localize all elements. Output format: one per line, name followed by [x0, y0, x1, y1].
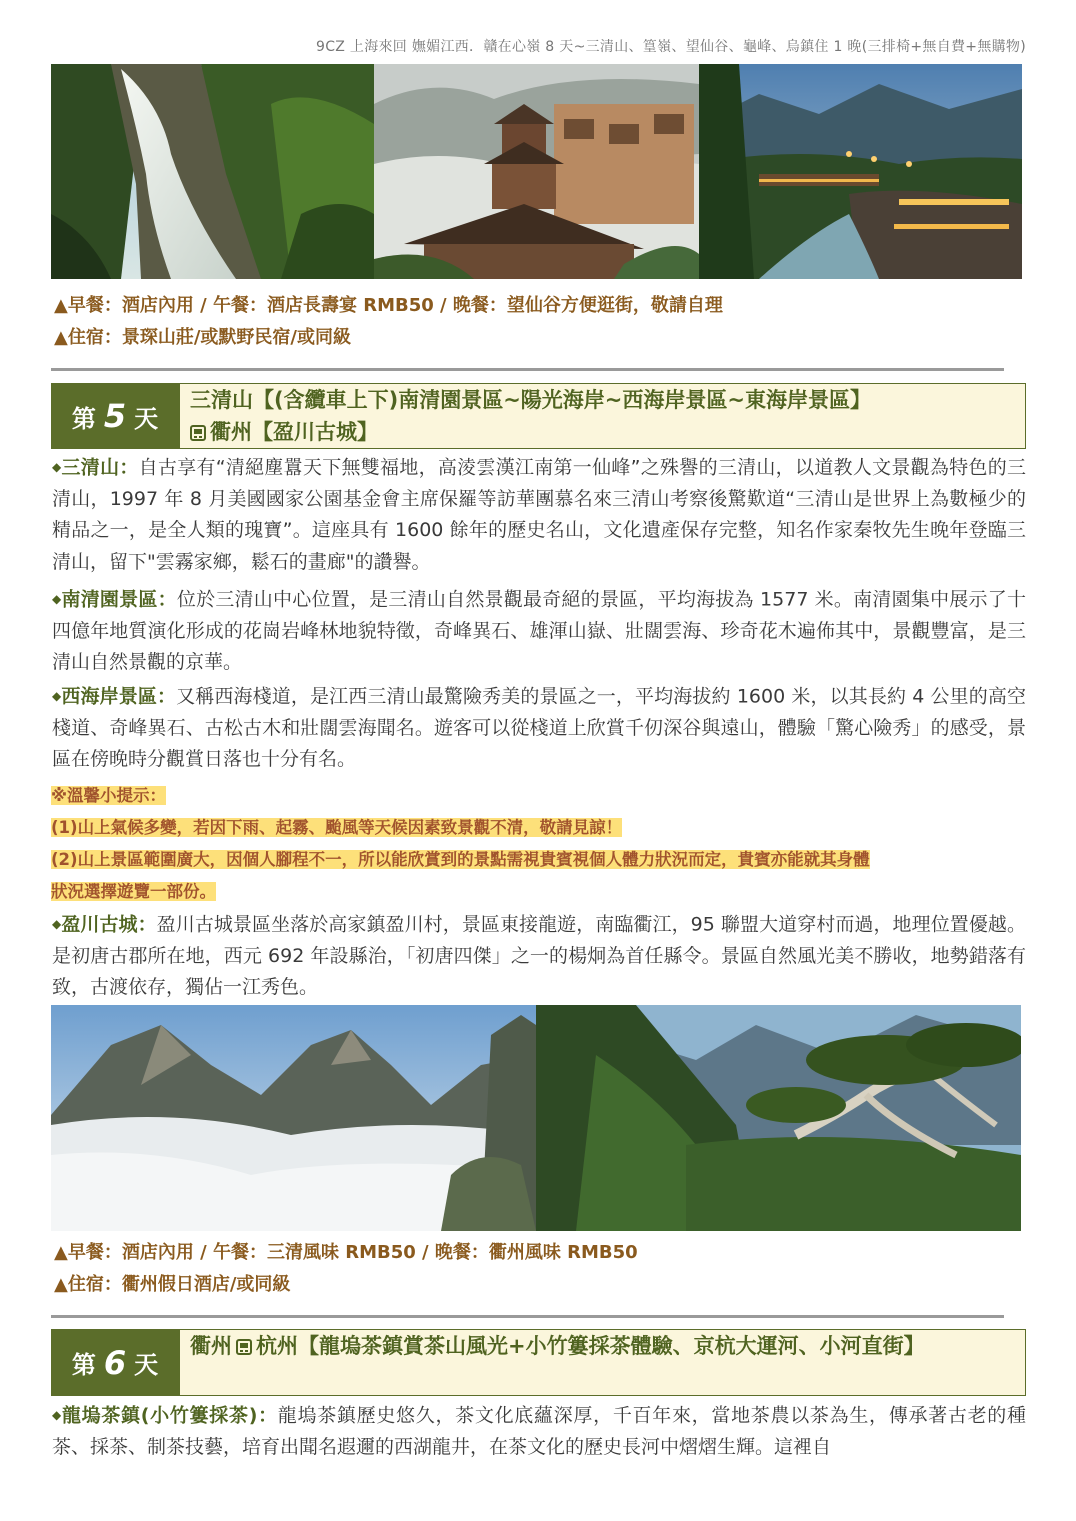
diamond-icon: ◆ [52, 689, 62, 703]
diamond-icon: ◆ [52, 917, 62, 931]
day-suffix: 天 [134, 404, 159, 433]
day-prefix: 第 [71, 404, 96, 433]
longwu-paragraph [52, 1400, 1026, 1463]
xihaian-paragraph [52, 681, 1026, 776]
day5-title [179, 383, 1026, 449]
item-lead: 盈川古城： [61, 913, 157, 936]
section-divider [51, 1315, 1004, 1318]
day5-title-line2: 衢州【盈川古城】 [210, 420, 378, 444]
item-lead: 南清園景區： [61, 588, 177, 611]
pine-tree-photo [536, 1005, 1021, 1231]
photo-row-bottom [51, 1005, 1021, 1231]
day4-meals: ▲早餐：酒店內用 / 午餐：酒店長壽宴 RMB50 / 晚餐：望仙谷方便逛街，敬請自理 [54, 295, 723, 316]
sanqingshan-paragraph [52, 452, 1026, 578]
river-town-photo [699, 64, 1022, 279]
yingchuan-paragraph [52, 909, 1026, 1004]
item-text: 盈川古城景區坐落於高家鎮盈川村，景區東接龍遊，南臨衢江，95 聯盟大道穿村而過，地理位置優越。是初唐古郡所在地，西元 692 年設縣治，「初唐四傑」之一的楊炯為首任縣令。景區自然風光美不勝收，地勢錯落有致，古渡依存，獨佔一江秀色。 [52, 913, 1026, 999]
diamond-icon: ◆ [52, 1408, 62, 1422]
nanqingyuan-paragraph [52, 584, 1026, 679]
item-text: 又稱西海棧道，是江西三清山最驚險秀美的景區之一，平均海拔約 1600 米，以其長約 4 公里的高空棧道、奇峰異石、古松古木和壯闊雲海聞名。遊客可以從棧道上欣賞千仞深谷與遠山，體驗「驚心險秀」的感受，景區在傍晚時分觀賞日落也十分有名。 [52, 685, 1026, 771]
item-text: 位於三清山中心位置，是三清山自然景觀最奇絕的景區，平均海拔為 1577 米。南清園集中展示了十四億年地質演化形成的花崗岩峰林地貌特徵，奇峰異石、雄渾山嶽、壯闊雲海、珍奇花木遍佈其中，景觀豐富，是三清山自然景觀的京華。 [52, 588, 1026, 674]
day4-hotel: ▲住宿：景琛山莊/或默野民宿/或同級 [54, 327, 351, 348]
item-text: 自古享有“清絕塵囂天下無雙福地，高淩雲漢江南第一仙峰”之殊譽的三清山，以道教人文景觀為特色的三清山，1997 年 8 月美國國家公園基金會主席保羅等訪華團慕名來三清山考察後驚歎道“三清山是世界上為數極少的精品之一，是全人類的瑰寶”。這座具有 1600 餘年的歷史名山，文化遺產保存完整，知名作家秦牧先生晚年登臨三清山，留下"雲霧家鄉，鬆石的畫廊"的讚譽。 [52, 456, 1026, 573]
diamond-icon: ◆ [52, 460, 62, 474]
bus-icon [190, 425, 206, 441]
day5-hotel: ▲住宿：衢州假日酒店/或同級 [54, 1274, 291, 1295]
day6-title-a: 衢州 [190, 1334, 232, 1358]
day5-badge [51, 383, 179, 449]
day5-header [51, 383, 1026, 449]
tips-block [51, 780, 1026, 908]
section-divider [51, 368, 1004, 371]
day6-header [51, 1329, 1026, 1396]
day6-title [179, 1329, 1026, 1396]
item-text: 龍塢茶鎮歷史悠久，茶文化底蘊深厚，千百年來，當地茶農以茶為生，傳承著古老的種茶、採茶、制茶技藝，培育出聞名遐邇的西湖龍井，在茶文化的歷史長河中熠熠生輝。這裡自 [52, 1404, 1026, 1458]
item-lead: 龍塢茶鎮(小竹簍採茶)： [61, 1404, 278, 1427]
tip-2-cont: 狀況選擇遊覽一部份。 [51, 882, 216, 901]
bus-icon [236, 1339, 252, 1355]
day6-badge [51, 1329, 179, 1396]
day-number: 5 [103, 397, 127, 435]
tip-1: (1)山上氣候多變，若因下雨、起霧、颱風等天候因素致景觀不清，敬請見諒！ [51, 818, 623, 837]
day6-title-b: 杭州【龍塢茶鎮賞茶山風光+小竹簍採茶體驗、京杭大運河、小河直街】 [256, 1334, 925, 1358]
day5-meals: ▲早餐：酒店內用 / 午餐：三清風味 RMB50 / 晚餐：衢州風味 RMB50 [54, 1242, 638, 1263]
waterfall-photo [51, 64, 374, 279]
page-header: 9CZ 上海來回 嫵媚江西．贛在心嶺 8 天~三清山、篁嶺、望仙谷、龜峰、烏鎮住 1 晚(三排椅+無自費+無購物) [315, 39, 1026, 55]
photo-row-top [51, 64, 1022, 279]
item-lead: 西海岸景區： [61, 685, 177, 708]
tip-2: (2)山上景區範圍廣大，因個人腳程不一，所以能欣賞到的景點需視貴賓視個人體力狀況而定，貴賓亦能就其身體 [51, 850, 870, 869]
day-suffix: 天 [134, 1351, 159, 1379]
diamond-icon: ◆ [52, 592, 62, 606]
misty-peaks-photo [51, 1005, 536, 1231]
item-lead: 三清山： [61, 456, 139, 479]
day5-title-line2-wrap [190, 416, 1017, 448]
village-photo [374, 64, 699, 279]
day-prefix: 第 [71, 1351, 96, 1379]
day5-title-line1: 三清山【(含纜車上下)南清園景區~陽光海岸~西海岸景區~東海岸景區】 [190, 388, 871, 412]
tip-title: ※溫馨小提示： [51, 786, 167, 805]
day-number: 6 [103, 1343, 127, 1382]
